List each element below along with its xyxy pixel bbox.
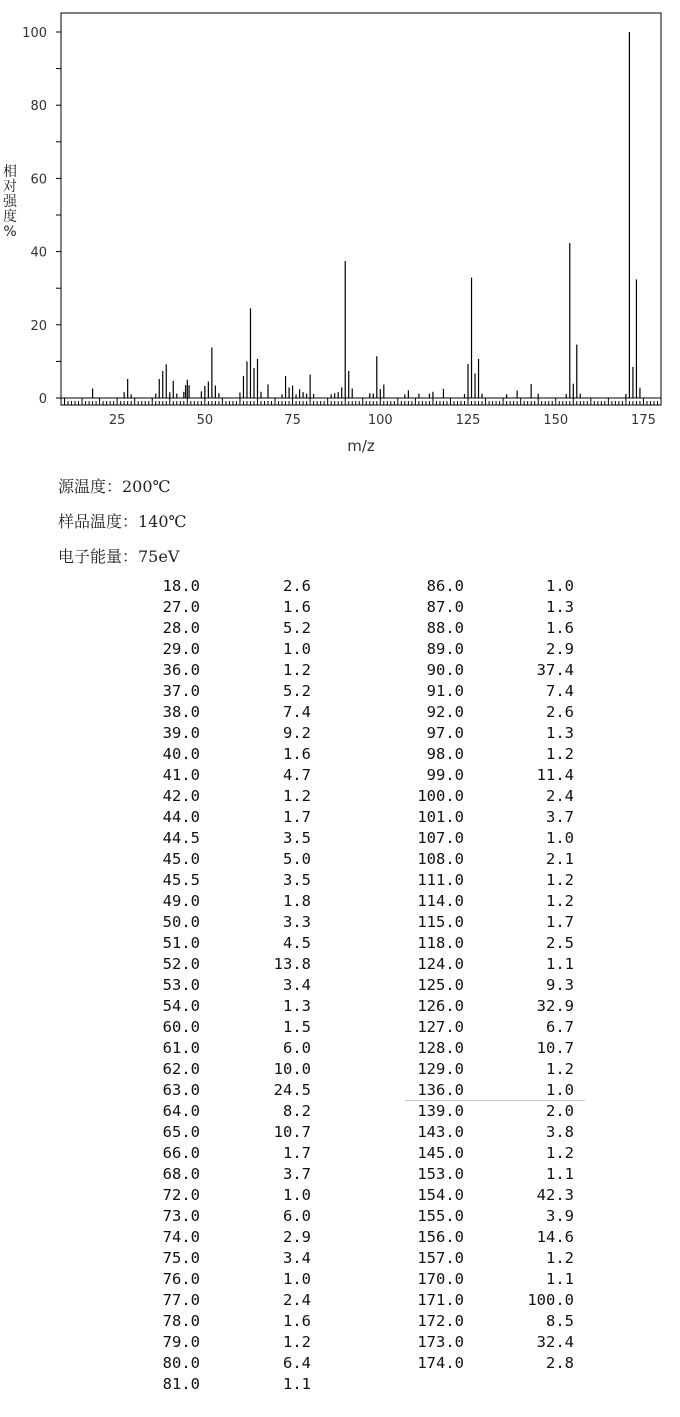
intensity-value: 3.9	[546, 1207, 574, 1225]
mz-value: 44.0	[162, 808, 200, 826]
mass-spectrum-chart	[0, 0, 680, 460]
intensity-value: 1.0	[546, 1081, 574, 1099]
intensity-value: 2.6	[546, 703, 574, 721]
intensity-value: 1.2	[546, 892, 574, 910]
mz-value: 62.0	[162, 1060, 200, 1078]
x-axis-ticks	[65, 398, 658, 428]
y-tick-label: 0	[38, 392, 47, 407]
mz-value: 124.0	[417, 955, 464, 973]
intensity-value: 2.5	[546, 934, 574, 952]
mz-value: 80.0	[162, 1354, 200, 1372]
mz-value: 61.0	[162, 1039, 200, 1057]
intensity-value: 1.7	[283, 808, 311, 826]
source-temperature: 源温度：200℃	[58, 477, 171, 496]
intensity-value: 8.5	[546, 1312, 574, 1330]
mz-value: 53.0	[162, 976, 200, 994]
intensity-value: 1.3	[283, 997, 311, 1015]
y-axis-label-char: 对	[3, 179, 17, 195]
mz-value: 36.0	[162, 661, 200, 679]
intensity-value: 4.7	[283, 766, 311, 784]
intensity-value: 1.5	[283, 1018, 311, 1036]
mz-value: 72.0	[162, 1186, 200, 1204]
mz-value: 68.0	[162, 1165, 200, 1183]
mz-value: 27.0	[162, 598, 200, 616]
intensity-value: 1.0	[283, 640, 311, 658]
mz-value: 97.0	[426, 724, 464, 742]
intensity-value: 1.6	[283, 598, 311, 616]
mz-value: 41.0	[162, 766, 200, 784]
mz-value: 52.0	[162, 955, 200, 973]
intensity-value: 1.3	[546, 598, 574, 616]
electron-energy: 电子能量：75eV	[58, 547, 180, 566]
intensity-value: 11.4	[536, 766, 574, 784]
y-tick-label: 60	[30, 172, 47, 188]
intensity-value: 13.8	[273, 955, 311, 973]
intensity-value: 1.1	[546, 955, 574, 973]
mz-value: 99.0	[426, 766, 464, 784]
mz-value: 108.0	[417, 850, 464, 868]
mz-value: 29.0	[162, 640, 200, 658]
x-tick-label: 75	[284, 413, 301, 428]
mz-value: 98.0	[426, 745, 464, 763]
mz-value: 174.0	[417, 1354, 464, 1372]
mz-value: 156.0	[417, 1228, 464, 1246]
mz-value: 77.0	[162, 1291, 200, 1309]
intensity-value: 1.2	[546, 1249, 574, 1267]
intensity-value: 5.2	[283, 619, 311, 637]
mz-value: 111.0	[417, 871, 464, 889]
intensity-value: 1.0	[546, 829, 574, 847]
intensity-value: 1.2	[546, 871, 574, 889]
intensity-value: 1.7	[546, 913, 574, 931]
mz-value: 155.0	[417, 1207, 464, 1225]
mz-value: 39.0	[162, 724, 200, 742]
mz-value: 74.0	[162, 1228, 200, 1246]
mz-value: 54.0	[162, 997, 200, 1015]
y-axis-ticks	[22, 26, 61, 407]
intensity-value: 9.2	[283, 724, 311, 742]
intensity-value: 1.2	[283, 1333, 311, 1351]
mz-value: 73.0	[162, 1207, 200, 1225]
mz-value: 60.0	[162, 1018, 200, 1036]
intensity-value: 1.6	[283, 1312, 311, 1330]
mz-value: 172.0	[417, 1312, 464, 1330]
mz-value: 154.0	[417, 1186, 464, 1204]
x-tick-label: 50	[196, 413, 214, 428]
intensity-value: 100.0	[527, 1291, 574, 1309]
intensity-value: 32.4	[536, 1333, 574, 1351]
intensity-value: 2.1	[546, 850, 574, 868]
sample-temperature: 样品温度：140℃	[58, 512, 187, 531]
intensity-value: 1.6	[546, 619, 574, 637]
intensity-value: 2.6	[283, 577, 311, 595]
x-tick-label: 175	[631, 413, 656, 428]
intensity-value: 5.2	[283, 682, 311, 700]
x-tick-label: 25	[108, 413, 126, 428]
intensity-value: 4.5	[283, 934, 311, 952]
y-tick-label: 80	[30, 99, 47, 115]
intensity-value: 7.4	[283, 703, 311, 721]
intensity-value: 3.4	[283, 976, 311, 994]
mz-value: 78.0	[162, 1312, 200, 1330]
mz-value: 115.0	[417, 913, 464, 931]
mz-value: 87.0	[426, 598, 464, 616]
mz-value: 18.0	[162, 577, 200, 595]
intensity-value: 3.7	[283, 1165, 311, 1183]
mz-value: 38.0	[162, 703, 200, 721]
mz-value: 157.0	[417, 1249, 464, 1267]
intensity-value: 1.1	[546, 1270, 574, 1288]
intensity-value: 10.0	[273, 1060, 311, 1078]
y-axis-label-char: %	[3, 224, 17, 240]
y-tick-label: 20	[30, 318, 47, 334]
intensity-value: 1.6	[283, 745, 311, 763]
mz-value: 128.0	[417, 1039, 464, 1057]
mz-value: 139.0	[417, 1102, 464, 1120]
mz-value: 42.0	[162, 787, 200, 805]
mz-value: 45.5	[162, 871, 200, 889]
mz-value: 44.5	[162, 829, 200, 847]
intensity-value: 10.7	[273, 1123, 311, 1141]
intensity-value: 2.4	[546, 787, 574, 805]
intensity-value: 3.8	[546, 1123, 574, 1141]
y-axis-label-char: 强	[3, 194, 17, 210]
mz-value: 125.0	[417, 976, 464, 994]
intensity-value: 5.0	[283, 850, 311, 868]
mz-value: 45.0	[162, 850, 200, 868]
intensity-value: 6.0	[283, 1207, 311, 1225]
mz-value: 75.0	[162, 1249, 200, 1267]
mz-value: 81.0	[162, 1375, 200, 1393]
peak-bars	[61, 32, 661, 398]
mz-value: 51.0	[162, 934, 200, 952]
intensity-value: 2.8	[546, 1354, 574, 1372]
plot-frame	[61, 13, 661, 405]
intensity-value: 42.3	[536, 1186, 574, 1204]
x-axis-label: m/z	[347, 437, 375, 455]
mz-value: 64.0	[162, 1102, 200, 1120]
table-divider	[405, 1100, 585, 1101]
y-axis-label-char: 度	[3, 209, 17, 225]
intensity-value: 32.9	[536, 997, 574, 1015]
intensity-value: 2.9	[546, 640, 574, 658]
x-tick-label: 125	[455, 413, 481, 428]
intensity-value: 6.0	[283, 1039, 311, 1057]
mz-value: 100.0	[417, 787, 464, 805]
intensity-value: 1.0	[546, 577, 574, 595]
intensity-value: 1.2	[283, 787, 311, 805]
mz-value: 76.0	[162, 1270, 200, 1288]
intensity-value: 3.5	[283, 871, 311, 889]
intensity-value: 1.0	[283, 1270, 311, 1288]
mz-value: 129.0	[417, 1060, 464, 1078]
intensity-value: 24.5	[273, 1081, 311, 1099]
intensity-value: 3.7	[546, 808, 574, 826]
mz-value: 145.0	[417, 1144, 464, 1162]
intensity-value: 2.9	[283, 1228, 311, 1246]
mz-value: 88.0	[426, 619, 464, 637]
mz-value: 86.0	[426, 577, 464, 595]
mz-value: 37.0	[162, 682, 200, 700]
intensity-value: 1.0	[283, 1186, 311, 1204]
intensity-value: 1.2	[546, 1060, 574, 1078]
intensity-value: 10.7	[536, 1039, 574, 1057]
intensity-value: 9.3	[546, 976, 574, 994]
y-axis-label	[2, 165, 18, 240]
x-tick-label: 100	[367, 413, 393, 428]
mz-value: 143.0	[417, 1123, 464, 1141]
mz-value: 153.0	[417, 1165, 464, 1183]
intensity-value: 6.7	[546, 1018, 574, 1036]
intensity-value: 7.4	[546, 682, 574, 700]
intensity-value: 8.2	[283, 1102, 311, 1120]
intensity-value: 1.1	[546, 1165, 574, 1183]
mz-value: 118.0	[417, 934, 464, 952]
mz-value: 79.0	[162, 1333, 200, 1351]
mz-value: 114.0	[417, 892, 464, 910]
intensity-value: 37.4	[536, 661, 574, 679]
mz-value: 66.0	[162, 1144, 200, 1162]
mz-value: 171.0	[417, 1291, 464, 1309]
intensity-value: 1.1	[283, 1375, 311, 1393]
intensity-value: 3.5	[283, 829, 311, 847]
mz-value: 28.0	[162, 619, 200, 637]
mz-value: 40.0	[162, 745, 200, 763]
intensity-value: 1.8	[283, 892, 311, 910]
mz-value: 50.0	[162, 913, 200, 931]
y-axis-label-char: 相	[3, 164, 17, 180]
y-tick-label: 40	[30, 245, 47, 261]
mz-value: 170.0	[417, 1270, 464, 1288]
mz-value: 92.0	[426, 703, 464, 721]
x-tick-label: 150	[543, 413, 569, 428]
mz-value: 90.0	[426, 661, 464, 679]
intensity-value: 1.2	[546, 1144, 574, 1162]
intensity-value: 6.4	[283, 1354, 311, 1372]
mz-value: 127.0	[417, 1018, 464, 1036]
intensity-value: 2.0	[546, 1102, 574, 1120]
mz-value: 136.0	[417, 1081, 464, 1099]
intensity-value: 3.3	[283, 913, 311, 931]
intensity-value: 1.2	[546, 745, 574, 763]
mz-value: 91.0	[426, 682, 464, 700]
mz-value: 101.0	[417, 808, 464, 826]
mz-value: 49.0	[162, 892, 200, 910]
intensity-value: 1.7	[283, 1144, 311, 1162]
intensity-value: 2.4	[283, 1291, 311, 1309]
mz-value: 107.0	[417, 829, 464, 847]
intensity-value: 3.4	[283, 1249, 311, 1267]
mz-value: 126.0	[417, 997, 464, 1015]
intensity-value: 1.3	[546, 724, 574, 742]
mz-value: 63.0	[162, 1081, 200, 1099]
mz-value: 89.0	[426, 640, 464, 658]
mz-value: 65.0	[162, 1123, 200, 1141]
intensity-value: 14.6	[536, 1228, 574, 1246]
y-tick-label: 100	[22, 26, 47, 41]
mz-value: 173.0	[417, 1333, 464, 1351]
intensity-value: 1.2	[283, 661, 311, 679]
